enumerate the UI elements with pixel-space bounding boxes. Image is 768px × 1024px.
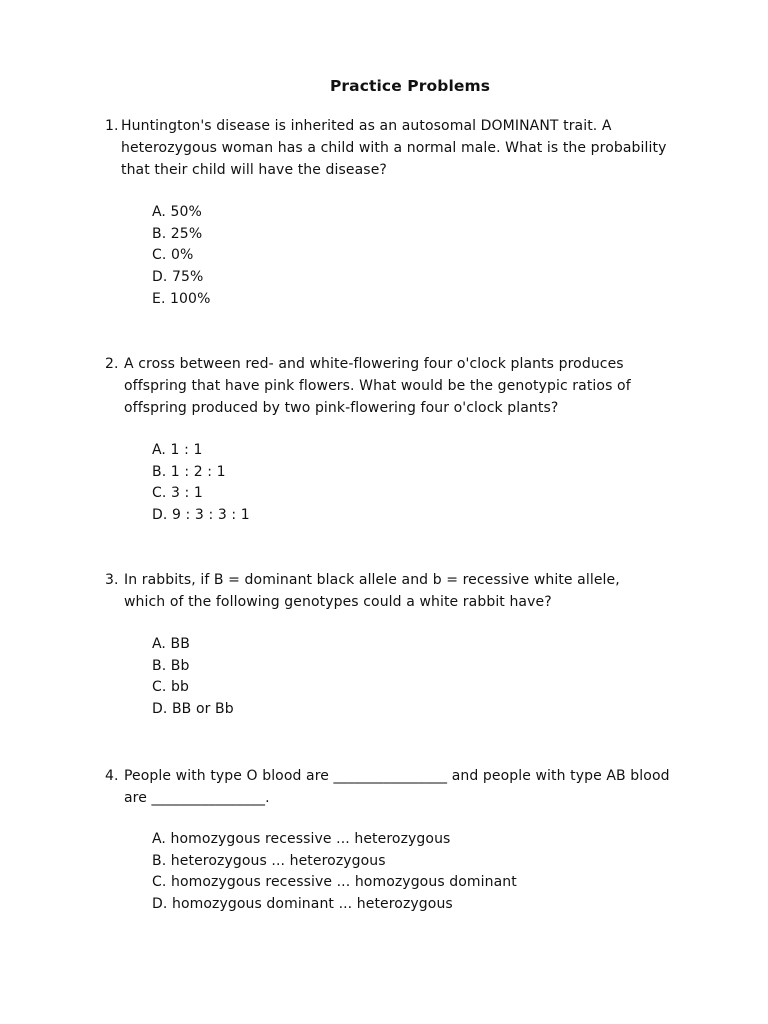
question-number: 4. — [105, 768, 119, 784]
answer-option: D. 75% — [152, 269, 204, 286]
answer-options — [152, 440, 250, 527]
answer-option: B. heterozygous ... heterozygous — [152, 852, 386, 869]
question-line: which of the following genotypes could a white rabbit have? — [124, 594, 552, 610]
question-stem — [105, 569, 620, 613]
answer-options — [152, 634, 234, 721]
answer-options — [152, 202, 210, 311]
answer-option: D. 9 : 3 : 3 : 1 — [152, 507, 250, 524]
answer-option: C. 0% — [152, 247, 194, 264]
question-stem — [105, 765, 670, 809]
answer-option: C. 3 : 1 — [152, 485, 203, 502]
page-title: Practice Problems — [329, 77, 491, 95]
question-4 — [105, 765, 670, 809]
question-line: heterozygous woman has a child with a normal male. What is the probability — [121, 140, 667, 156]
answer-option: B. 1 : 2 : 1 — [152, 463, 226, 480]
question-stem — [105, 115, 666, 181]
question-line: offspring that have pink flowers. What would be the genotypic ratios of — [124, 378, 631, 394]
answer-option: D. BB or Bb — [152, 701, 234, 718]
question-line: In rabbits, if B = dominant black allele and b = recessive white allele, — [124, 572, 620, 588]
question-line: that their child will have the disease? — [121, 162, 387, 178]
answer-option: B. 25% — [152, 225, 203, 242]
answer-option: E. 100% — [152, 290, 211, 307]
question-number: 1. — [105, 118, 119, 134]
answer-option: B. Bb — [152, 657, 190, 674]
answer-option: A. homozygous recessive ... heterozygous — [152, 831, 451, 847]
answer-option: D. homozygous dominant ... heterozygous — [152, 896, 453, 913]
answer-options — [152, 829, 517, 916]
question-line: People with type O blood are ________________ and people with type AB blood — [124, 768, 670, 784]
question-line: are ________________. — [124, 790, 270, 806]
answer-option: C. bb — [152, 679, 189, 696]
answer-option: A. 1 : 1 — [152, 442, 203, 458]
question-stem — [105, 353, 631, 419]
question-number: 2. — [105, 356, 119, 372]
question-1 — [105, 115, 666, 181]
question-3 — [105, 569, 620, 613]
question-line: offspring produced by two pink-flowering four o'clock plants? — [124, 400, 559, 416]
question-number: 3. — [105, 572, 119, 588]
answer-option: A. BB — [152, 636, 190, 652]
question-2 — [105, 353, 631, 419]
answer-option: A. 50% — [152, 204, 202, 220]
answer-option: C. homozygous recessive ... homozygous dominant — [152, 874, 517, 891]
question-line: A cross between red- and white-flowering four o'clock plants produces — [124, 356, 624, 372]
question-line: Huntington's disease is inherited as an autosomal DOMINANT trait. A — [121, 118, 612, 134]
